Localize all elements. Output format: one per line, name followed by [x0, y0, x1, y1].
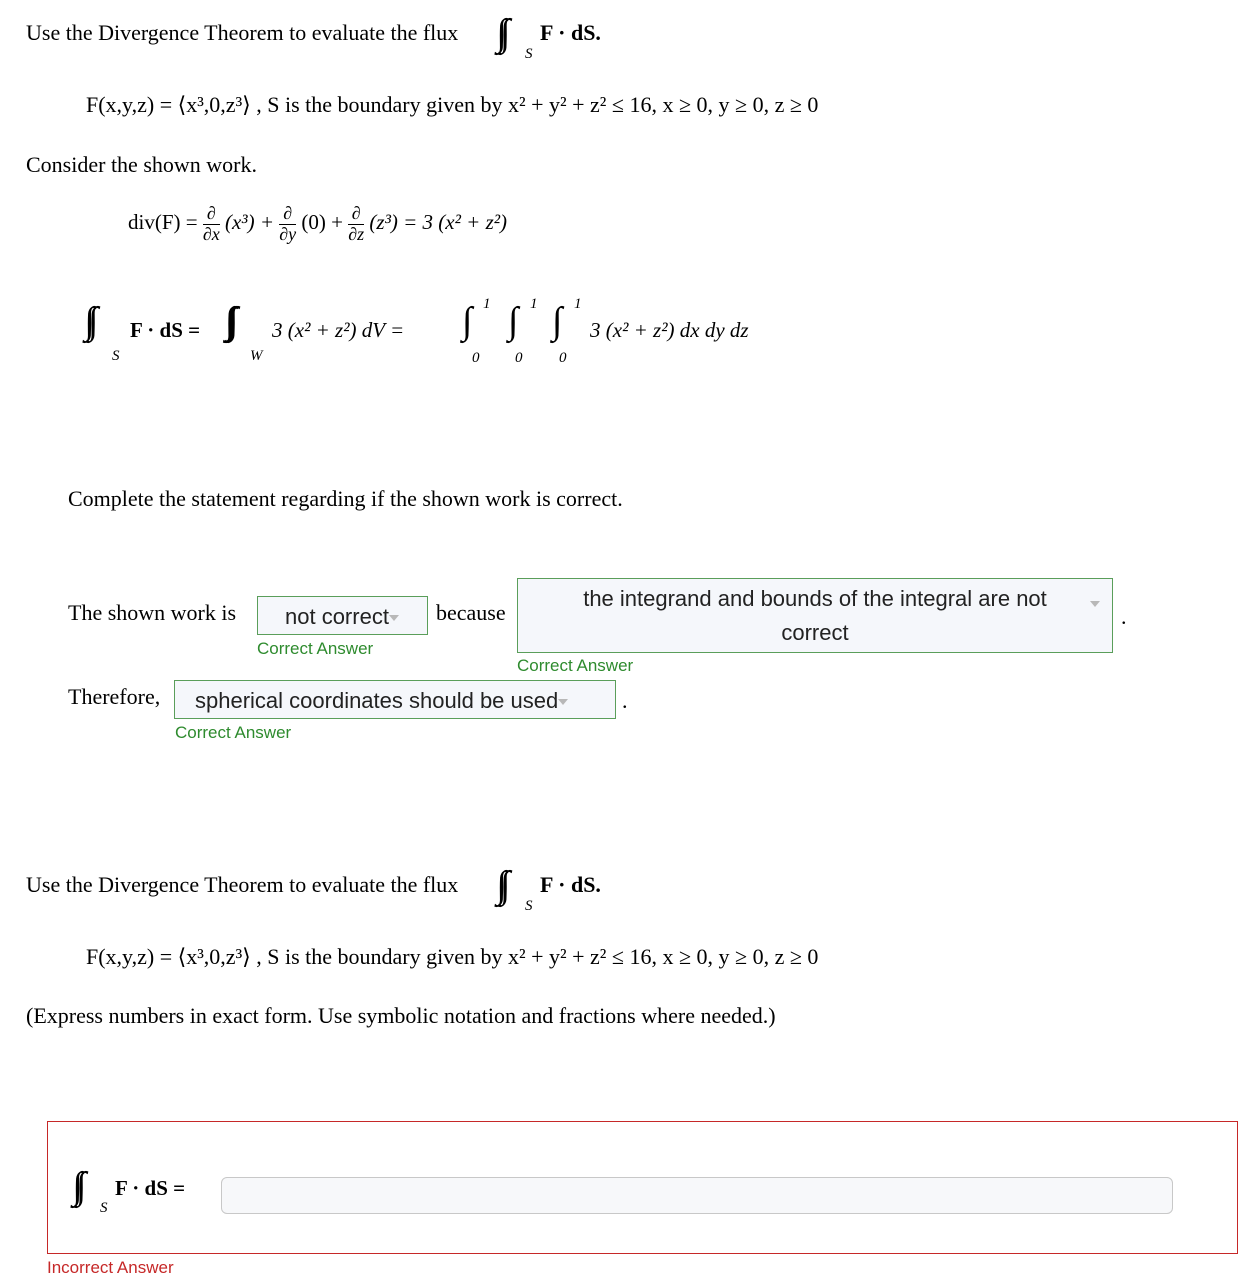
correct-answer-3: Correct Answer — [175, 723, 292, 742]
iterated-integrand: 3 (x² + z²) dx dy dz — [590, 318, 749, 342]
method-select[interactable]: spherical coordinates should be used — [174, 680, 616, 719]
correct-answer-2: Correct Answer — [517, 656, 634, 675]
term-x: (x³) + — [224, 210, 275, 235]
exact-form-note: (Express numbers in exact form. Use symbolic notation and fractions where needed.) — [26, 1003, 776, 1028]
partial-y: $\frac{\partial}{\partial y}$ — [279, 203, 297, 244]
shown-work-label: The shown work is — [68, 600, 237, 625]
because-label: because — [436, 600, 506, 625]
period-1: . — [1121, 604, 1127, 629]
correct-answer-1: Correct Answer — [257, 639, 374, 658]
partial-z: $\frac{\partial}{\partial z}$ — [348, 203, 365, 244]
divergence-line — [128, 204, 507, 245]
period-2: . — [622, 688, 628, 713]
div-lhs: div(F) = — [128, 210, 198, 235]
problem1-instruction: Use the Divergence Theorem to evaluate the flux — [26, 20, 459, 45]
field-definition: F(x,y,z) = ⟨x³,0,z³⟩ , S is the boundary given by x² + y² + z² ≤ 16, x ≥ 0, y ≥ 0, z ≥ 0 — [86, 92, 819, 117]
reason-select[interactable]: the integrand and bounds of the integral are not correct — [517, 578, 1113, 653]
statement-prompt: Complete the statement regarding if the shown work is correct. — [68, 486, 623, 511]
incorrect-answer-feedback: Incorrect Answer — [47, 1258, 174, 1277]
flux-label-2: F · dS. — [540, 872, 601, 897]
region-subscript: W — [250, 348, 263, 364]
partial-x: $\frac{\partial}{\partial x}$ — [202, 203, 220, 244]
surface-subscript: S — [525, 46, 533, 62]
correctness-select[interactable]: not correct — [257, 596, 428, 635]
flux-lhs: F · dS = — [130, 318, 201, 342]
flux-label: F · dS. — [540, 20, 601, 45]
field-definition-2: F(x,y,z) = ⟨x³,0,z³⟩ , S is the boundary given by x² + y² + z² ≤ 16, x ≥ 0, y ≥ 0, z ≥ 0 — [86, 944, 819, 969]
triple-integrand: 3 (x² + z²) dV = — [272, 318, 405, 342]
term-y: (0) + — [301, 210, 343, 235]
problem2-instruction: Use the Divergence Theorem to evaluate the flux — [26, 872, 459, 897]
therefore-label: Therefore, — [68, 684, 161, 709]
answer-input[interactable] — [221, 1177, 1173, 1214]
chevron-down-icon — [1090, 601, 1100, 607]
chevron-down-icon — [389, 615, 399, 621]
consider-text: Consider the shown work. — [26, 152, 257, 177]
term-z: (z³) = 3 (x² + z²) — [369, 210, 508, 235]
answer-label: F · dS = — [115, 1176, 186, 1200]
chevron-down-icon — [558, 699, 568, 705]
